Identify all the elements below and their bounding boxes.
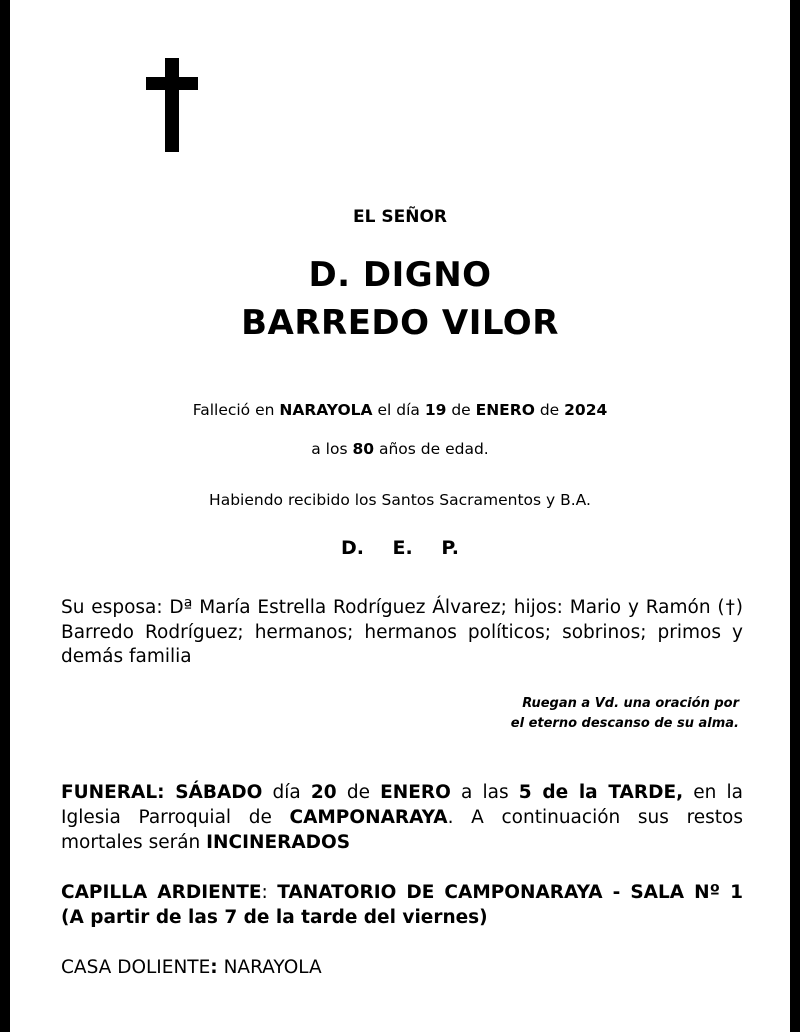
prayer-request: Ruegan a Vd. una oración por el eterno descanso de su alma.	[510, 696, 739, 731]
death-line: Falleció en NARAYOLA el día 19 de ENERO de 2024	[192, 401, 608, 419]
age-value: 80	[352, 440, 375, 458]
death-year: 2024	[564, 401, 608, 419]
casa-doliente: CASA DOLIENTE: NARAYOLA	[61, 957, 322, 978]
cross-icon	[146, 58, 198, 152]
age-line: a los 80 años de edad.	[311, 440, 489, 458]
capilla-paragraph: CAPILLA ARDIENTE: TANATORIO DE CAMPONARAYA - SALA Nº 1 (A partir de las 7 de la tarde del viernes)	[61, 882, 744, 928]
obituary-page	[10, 0, 790, 1032]
family-paragraph: Su esposa: Dª María Estrella Rodríguez Álvarez; hijos: Mario y Ramón (†) Barredo Rodríguez; hermanos; hermanos políticos; sobrinos; primos y demás familia	[61, 597, 743, 667]
deceased-name-line2: BARREDO VILOR	[241, 303, 559, 343]
funeral-paragraph: FUNERAL: SÁBADO día 20 de ENERO a las 5 de la TARDE, en la Iglesia Parroquial de CAMPONARAYA. A continuación sus restos mortales serán INCINERADOS	[61, 782, 744, 853]
honorific-title: EL SEÑOR	[353, 207, 447, 227]
dep-text: D. E. P.	[340, 537, 460, 559]
sacraments-line: Habiendo recibido los Santos Sacramentos y B.A.	[209, 491, 591, 509]
death-month: ENERO	[475, 401, 535, 419]
death-day: 19	[424, 401, 447, 419]
death-place: NARAYOLA	[279, 401, 373, 419]
deceased-name-line1: D. DIGNO	[308, 255, 492, 295]
